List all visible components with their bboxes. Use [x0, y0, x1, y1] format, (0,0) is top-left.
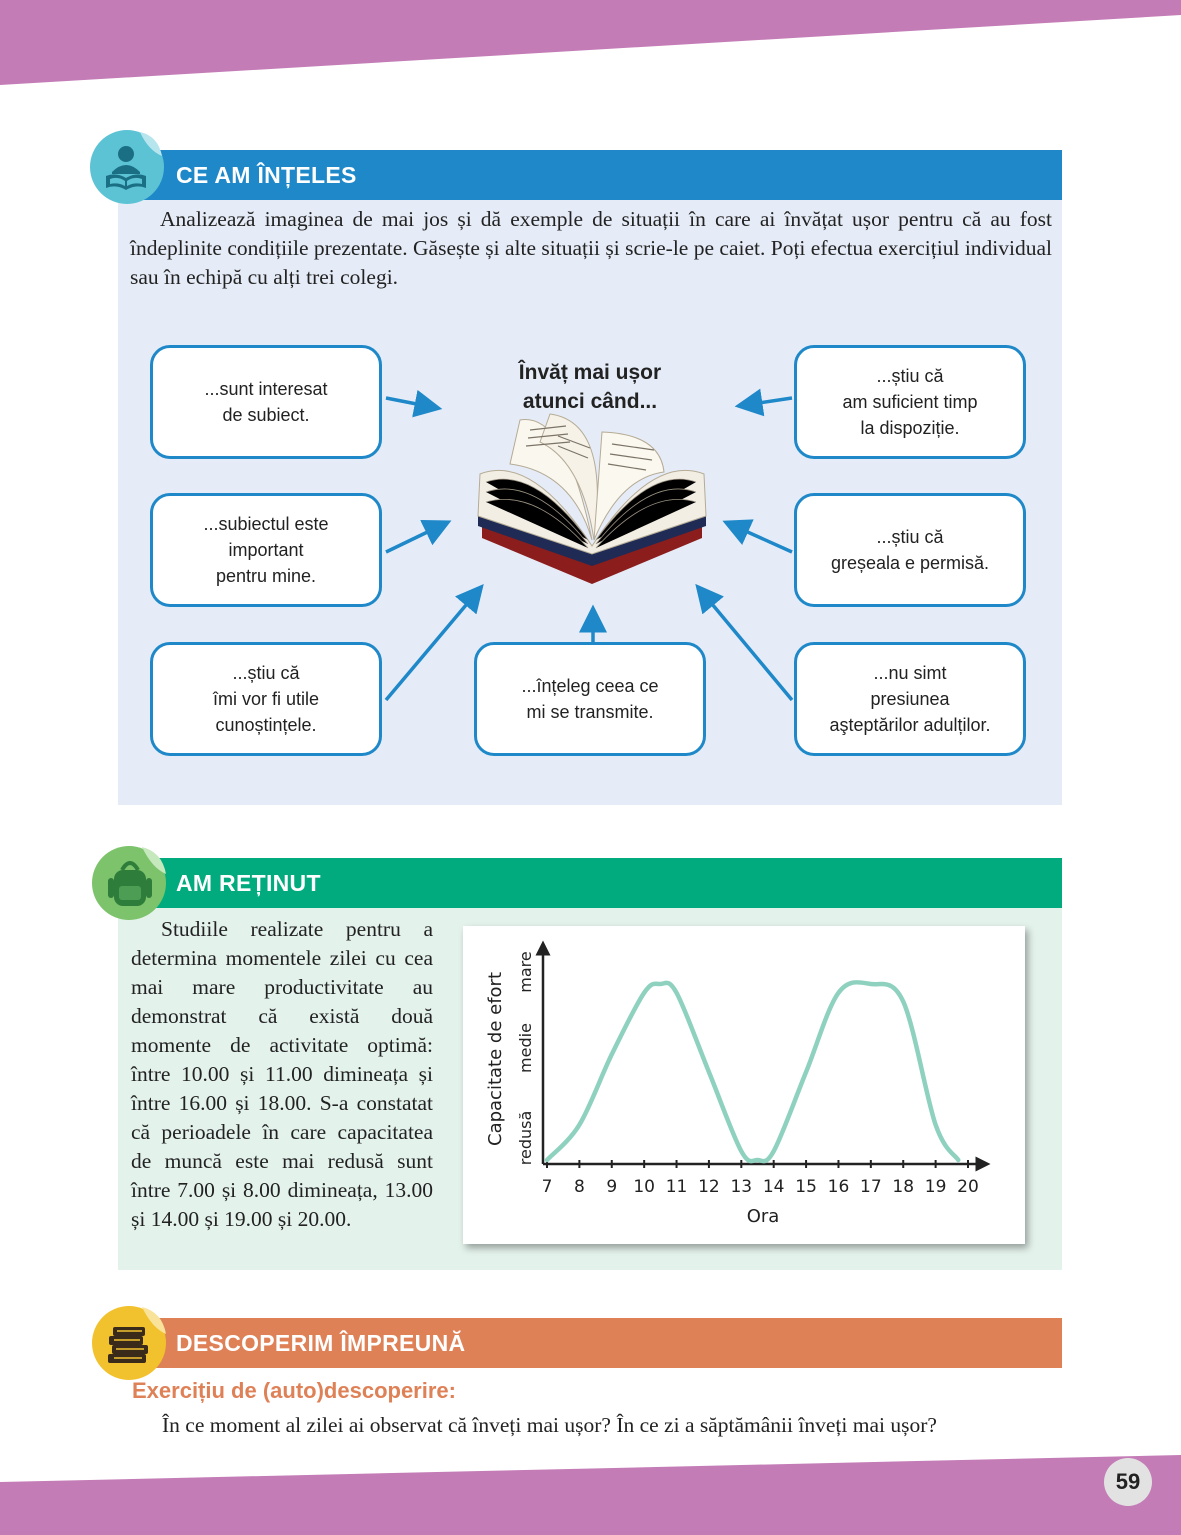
chart-x-tick-label: 11 [665, 1177, 688, 1197]
backpack-icon [92, 844, 168, 920]
chart-x-tick-label: 16 [827, 1177, 850, 1197]
chart-x-tick-label: 7 [541, 1177, 553, 1197]
chart-series-line [547, 982, 958, 1161]
exercise-title: Exercițiu de (auto)descoperire: [132, 1378, 456, 1403]
chart-x-tick-label: 14 [762, 1177, 785, 1197]
page-number: 59 [1104, 1458, 1152, 1506]
condition-box-interested: ...sunt interesat de subiect. [150, 345, 382, 459]
chart-x-axis-label: Ora [746, 1206, 780, 1227]
chart-x-tick-label: 17 [860, 1177, 882, 1197]
condition-box-enough-time: ...știu că am suficient timp la dispoziție. [794, 345, 1026, 459]
section-understood-title: CE AM ÎNȚELES [176, 162, 357, 188]
open-book-icon [470, 412, 715, 587]
productivity-chart-svg [463, 926, 1025, 1244]
section-discover-header [118, 1318, 1062, 1368]
chart-x-tick-label: 20 [957, 1177, 979, 1197]
condition-box-useful: ...știu că îmi vor fi utile cunoștințele. [150, 642, 382, 756]
concept-map-center-title: Învăț mai ușor atunci când... [518, 361, 662, 413]
chart-x-tick-label: 15 [795, 1177, 817, 1197]
section-understood-intro: Analizează imaginea de mai jos și dă exemple de situații în care ai învățat ușor pentru că au fost îndeplinite condițiile prezentate. Găsește și alte situații și scrie-le pe caiet. Poți efectua exercițiul individual sau în echipă cu alți trei colegi. [130, 207, 1052, 289]
chart-y-tick-label: redusă [516, 1110, 535, 1166]
chart-y-tick-label: mare [516, 951, 535, 993]
book-stack-icon [92, 1304, 168, 1380]
section-retained-header [118, 858, 1062, 908]
chart-y-tick-label: medie [516, 1023, 535, 1073]
section-retained-text: Studiile realizate pentru a determina momentele zilei cu cea mai mare productivitate au demonstrat că există două momente de activitate optimă: între 10.00 și 11.00 dimineața și între 16.00 și 18.00. S-a constatat că perioadele în care capacitatea de muncă este mai redusă sunt între 7.00 și 8.00 dimineața, 13.00 și 14.00 și 19.00 și 20.00. [131, 917, 433, 1231]
exercise-question: În ce moment al zilei ai observat că înveți mai ușor? În ce zi a săptămânii înveți mai ușor? [162, 1413, 937, 1437]
chart-x-tick-label: 13 [730, 1177, 753, 1197]
section-retained-title: AM REȚINUT [176, 870, 321, 896]
chart-x-tick-label: 19 [924, 1177, 947, 1197]
chart-x-tick-label: 9 [606, 1177, 618, 1197]
chart-x-tick-label: 10 [633, 1177, 655, 1197]
condition-box-no-pressure: ...nu simt presiunea aşteptărilor adulților. [794, 642, 1026, 756]
condition-box-important: ...subiectul este important pentru mine. [150, 493, 382, 607]
chart-y-axis-label: Capacitate de efort [485, 972, 506, 1146]
chart-x-tick-label: 8 [573, 1177, 585, 1197]
chart-x-tick-label: 12 [698, 1177, 720, 1197]
condition-box-mistake-allowed: ...știu că greșeala e permisă. [794, 493, 1026, 607]
condition-box-understand: ...înțeleg ceea ce mi se transmite. [474, 642, 706, 756]
chart-x-tick-label: 18 [892, 1177, 915, 1197]
section-discover-title: DESCOPERIM ÎMPREUNĂ [176, 1330, 466, 1356]
productivity-chart [463, 926, 1025, 1244]
